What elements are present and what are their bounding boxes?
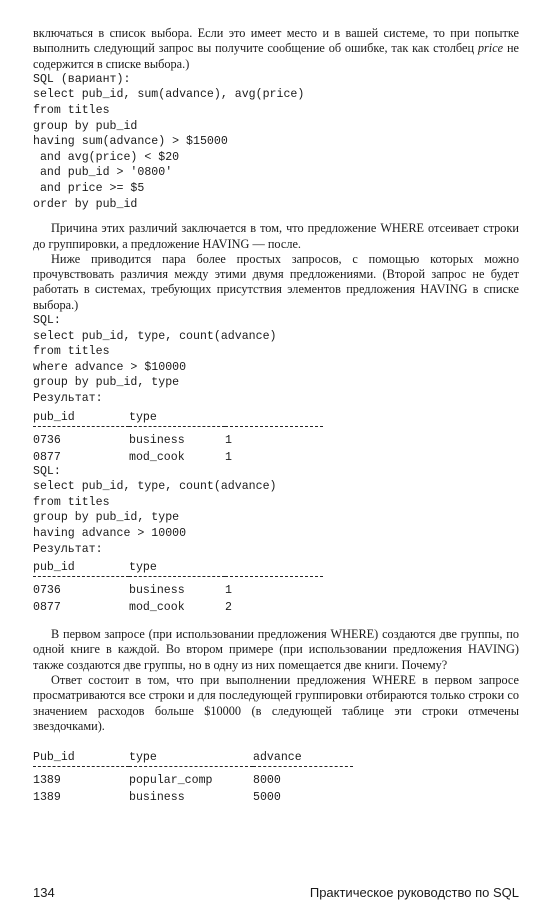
table-cell: 0877: [33, 601, 61, 615]
paragraph-comparison: В первом запросе (при использовании предложения WHERE) создаются две группы, по одной книге в каждой. Во втором примере (при использовании предложения HAVING) также создаются две группы, но в одну из них помещается две книги. Почему?: [33, 627, 519, 672]
result2-table: [33, 557, 323, 614]
table-cell: 0736: [33, 584, 61, 598]
paragraph-answer: Ответ состоит в том, что при выполнении предложения WHERE в первом запросе просматриваются все строки и для последующей группировки отбираются только строки со значением расходов больше $10000 (в следующей таблице эти строки отмечены звездочками).: [33, 673, 519, 733]
header-cell: pub_id: [33, 557, 129, 577]
sql2-label: SQL:: [33, 464, 61, 478]
italic-term: price: [477, 41, 504, 56]
paragraph-intro: включаться в список выбора. Если это имеет место и в вашей системе, то при попытке выполнить следующий запрос вы получите сообщение об ошибке, так как столбец price не содержится в списке выбора.): [33, 26, 519, 71]
table-row: [33, 787, 353, 804]
page-number: 134: [33, 885, 55, 900]
advance-table: [33, 747, 353, 804]
table-header-row: [33, 407, 323, 427]
header-cell: type: [129, 407, 225, 427]
result1-table: [33, 407, 323, 464]
sql1-code: select pub_id, type, count(advance) from titles where advance > $10000 group by pub_id, type: [33, 329, 277, 390]
table-cell: 1389: [33, 774, 61, 788]
table-cell: business: [129, 584, 185, 598]
header-cell: type: [129, 747, 253, 767]
table-cell: business: [129, 791, 185, 805]
table-cell: 1389: [33, 791, 61, 805]
header-cell: [225, 557, 323, 577]
table-row: [33, 426, 323, 447]
table-cell: 1: [225, 584, 232, 598]
paragraph-reason: Причина этих различий заключается в том, что предложение WHERE отсеивает строки до группировки, а предложение HAVING — после.: [33, 221, 519, 251]
table-cell: 2: [225, 601, 232, 615]
table-cell: business: [129, 433, 185, 447]
header-cell: [225, 407, 323, 427]
sql-variant-code: select pub_id, sum(advance), avg(price) from titles group by pub_id having sum(advance) > $15000 and avg(price) < $20 and pub_id > '0800' and price >= $5 order by pub_id: [33, 88, 305, 211]
table-cell: 1: [225, 433, 232, 447]
table-header-row: [33, 747, 353, 767]
table-cell: popular_comp: [129, 774, 213, 788]
result2-label: Результат:: [33, 542, 103, 556]
header-cell: advance: [253, 747, 353, 767]
sql2-code: select pub_id, type, count(advance) from titles group by pub_id, type having advance > 10000: [33, 480, 277, 540]
table-row: [33, 767, 353, 788]
paragraph-examples: Ниже приводится пара более простых запросов, с помощью которых можно прочувствовать различия между этими двумя предложениями. (Второй запрос не будет работать в системах, требующих присутствия элементов предложения HAVING в списке выбора.): [33, 251, 519, 312]
table-cell: 5000: [253, 791, 281, 805]
table-cell: 0736: [33, 433, 61, 447]
header-cell: Pub_id: [33, 747, 129, 767]
header-cell: pub_id: [33, 407, 129, 427]
table-cell: 8000: [253, 774, 281, 788]
header-cell: type: [129, 557, 225, 577]
table-row: [33, 577, 323, 598]
table-cell: 0877: [33, 450, 61, 464]
sql-variant-label: SQL (вариант):: [33, 72, 131, 86]
page-content: [33, 26, 519, 804]
result1-label: Результат:: [33, 391, 103, 405]
table-row: [33, 447, 323, 464]
table-header-row: [33, 557, 323, 577]
table-row: [33, 597, 323, 614]
book-title: Практическое руководство по SQL: [309, 885, 519, 900]
sql1-label: SQL:: [33, 314, 61, 328]
table-cell: mod_cook: [129, 601, 185, 615]
table-cell: mod_cook: [129, 450, 185, 464]
table-cell: 1: [225, 450, 232, 464]
